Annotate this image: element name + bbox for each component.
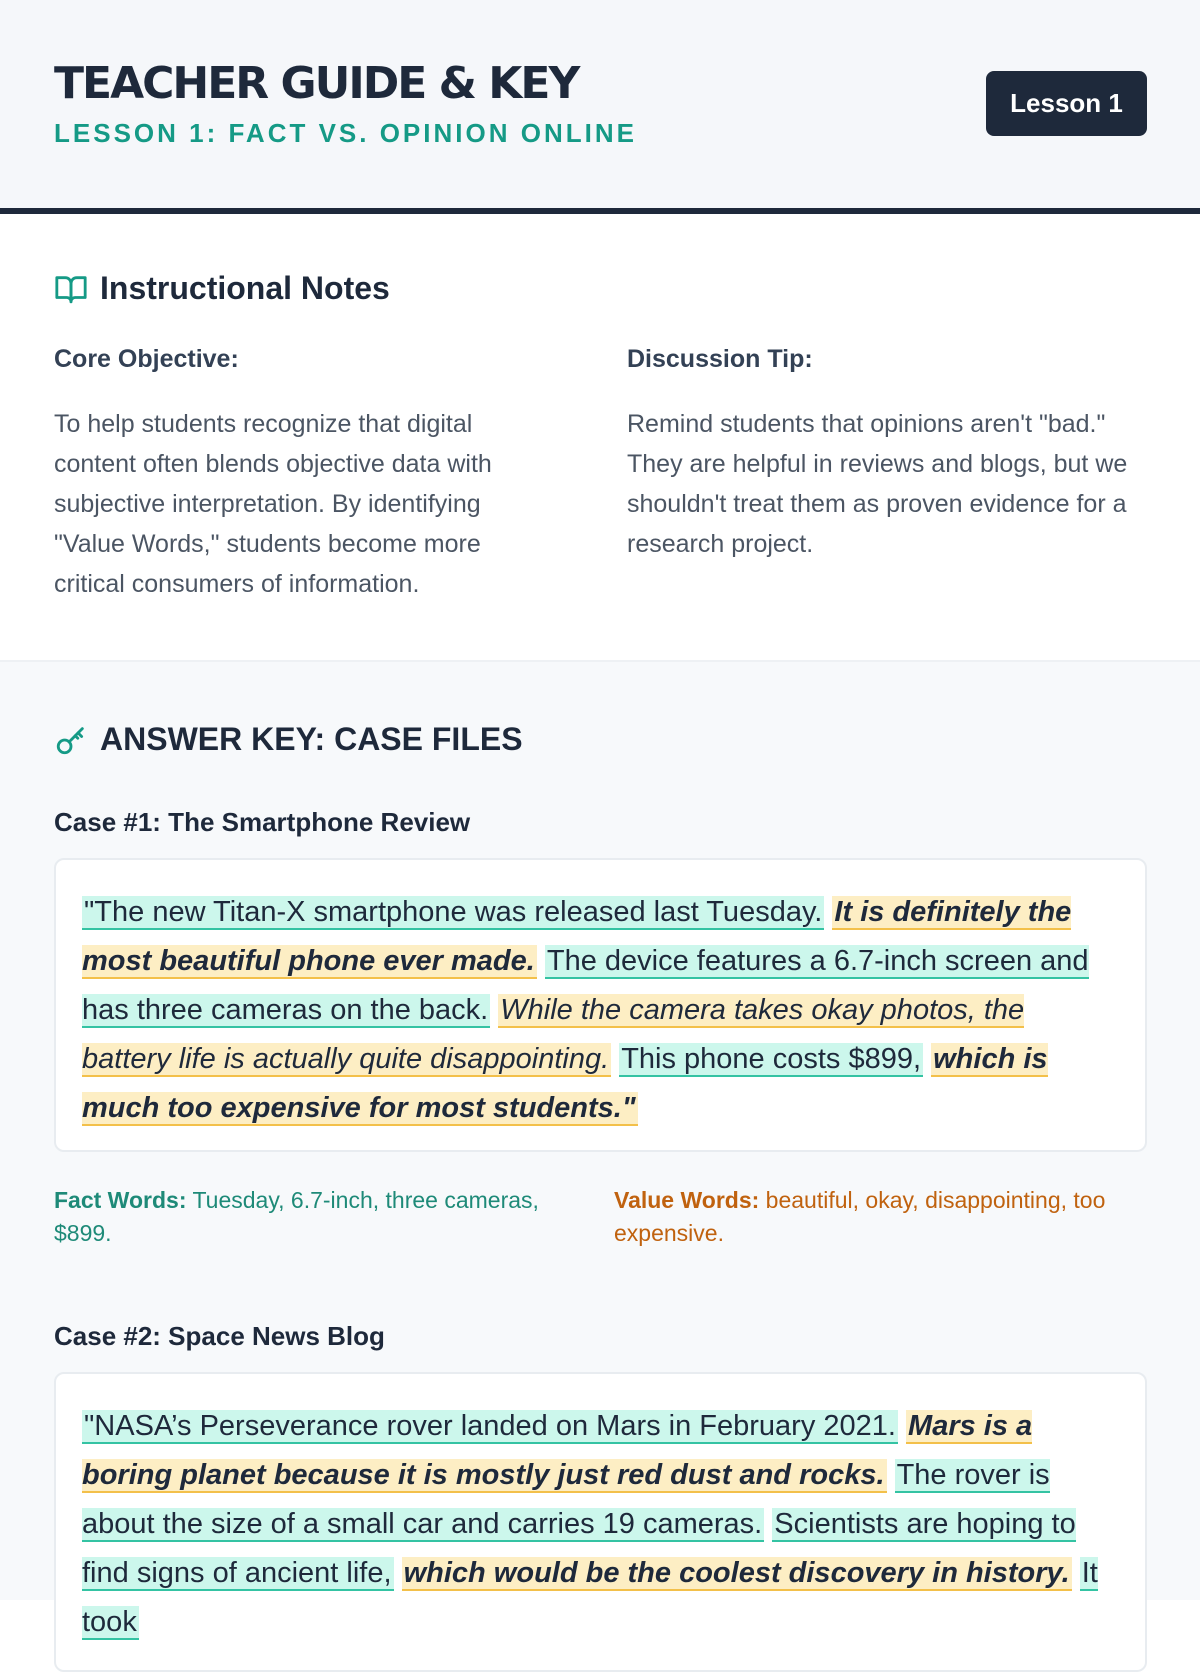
core-objective-title: Core Objective: xyxy=(54,345,239,373)
discussion-tip-title: Discussion Tip: xyxy=(627,345,813,373)
page-subtitle: LESSON 1: FACT VS. OPINION ONLINE xyxy=(54,118,637,148)
opinion-segment: It is definitely the most beautiful phone ever made. xyxy=(82,896,1072,977)
case-1-title: Case #1: The Smartphone Review xyxy=(54,807,471,837)
case-2-passage xyxy=(54,1372,1147,1672)
case-1-fact-words xyxy=(54,1184,554,1250)
fact-segment: Scientists are hoping to find signs of ancient life, xyxy=(82,1508,1076,1589)
fact-words-label: Fact Words: xyxy=(54,1187,187,1213)
opinion-segment: which would be the coolest discovery in history. xyxy=(403,1557,1070,1589)
open-book-icon xyxy=(54,272,88,306)
lesson-badge: Lesson 1 xyxy=(986,71,1147,136)
core-objective-body: To help students recognize that digital content often blends objective data with subjective interpretation. By identifying "Value Words," students become more critical consumers of information. xyxy=(54,410,492,598)
value-words-label: Value Words: xyxy=(614,1187,760,1213)
value-words-list: beautiful, okay, disappointing, too expensive. xyxy=(614,1187,1106,1246)
section-heading-label: ANSWER KEY: CASE FILES xyxy=(100,721,523,757)
discussion-tip-body: Remind students that opinions aren't "bad." They are helpful in reviews and blogs, but we shouldn't treat them as proven evidence for a research project. xyxy=(627,410,1128,558)
fact-segment: The device features a 6.7-inch screen and has three cameras on the back. xyxy=(82,945,1089,1026)
fact-segment: The rover is about the size of a small car and carries 19 cameras. xyxy=(82,1459,1050,1540)
fact-segment: This phone costs $899, xyxy=(621,1043,922,1075)
answer-key-heading xyxy=(54,721,523,758)
fact-segment: It took xyxy=(82,1557,1098,1638)
opinion-segment: which is much too expensive for most students." xyxy=(82,1043,1048,1124)
case-2-title: Case #2: Space News Blog xyxy=(54,1321,385,1351)
instructional-notes-section xyxy=(0,214,1200,662)
opinion-segment: While the camera takes okay photos, the battery life is actually quite disappointing. xyxy=(82,994,1025,1075)
answer-key-section xyxy=(0,662,1200,1638)
fact-words-list: Tuesday, 6.7-inch, three cameras, $899. xyxy=(54,1187,539,1246)
page-header xyxy=(0,0,1200,214)
opinion-segment: Mars is a boring planet because it is mostly just red dust and rocks. xyxy=(82,1410,1033,1491)
key-icon xyxy=(54,723,88,757)
section-heading-label: Instructional Notes xyxy=(100,270,390,306)
page-title: TEACHER GUIDE & KEY xyxy=(54,58,579,109)
case-1-value-words xyxy=(614,1184,1134,1250)
instructional-notes-heading xyxy=(54,270,390,307)
case-1-passage xyxy=(54,858,1147,1152)
fact-segment: "NASA’s Perseverance rover landed on Mars in February 2021. xyxy=(84,1410,896,1442)
fact-segment: "The new Titan-X smartphone was released last Tuesday. xyxy=(84,896,823,928)
